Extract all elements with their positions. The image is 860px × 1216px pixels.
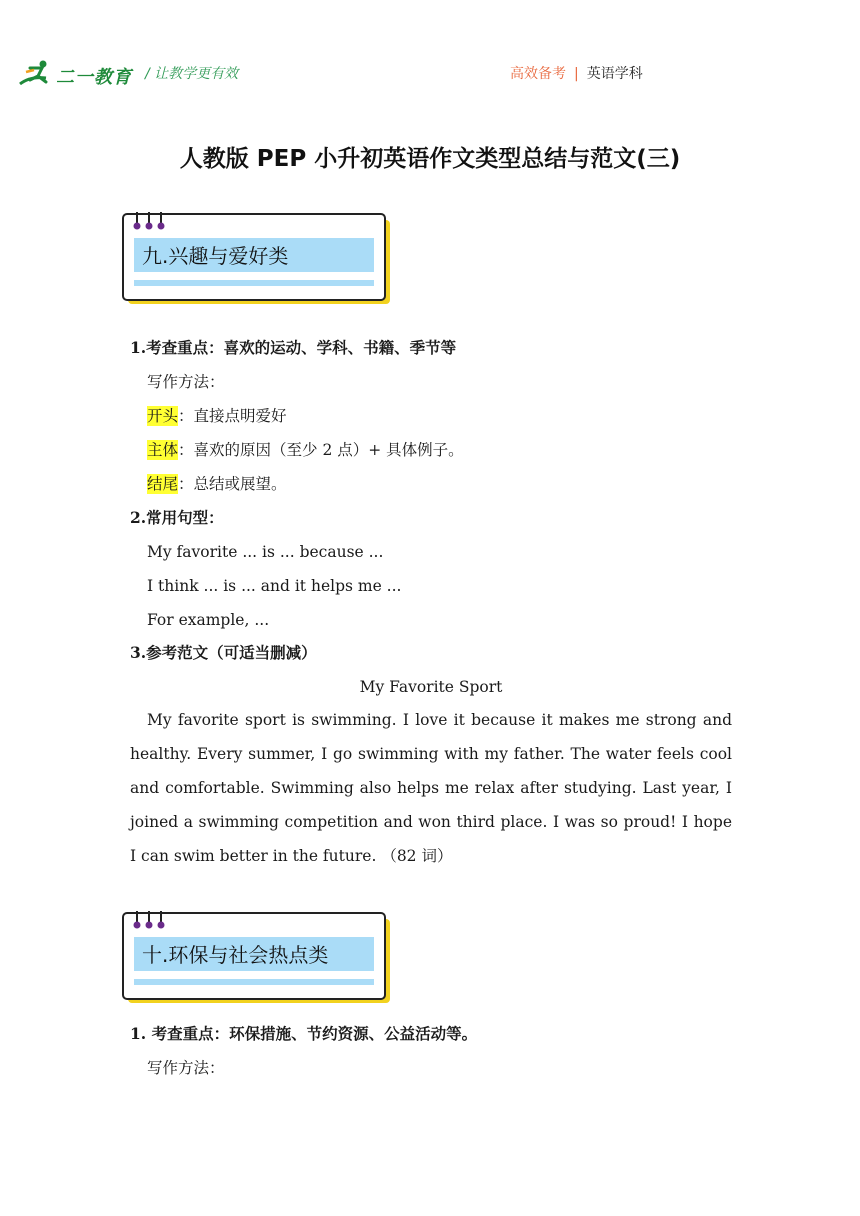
- section-heading-box: [120, 210, 395, 306]
- slogan: / 让教学更有效: [145, 66, 239, 82]
- header-label-exam: 高效备考: [510, 66, 566, 82]
- method-ending: [147, 474, 287, 494]
- sample-heading: 3.参考范文（可适当删减）: [130, 643, 317, 662]
- section-heading: 十.环保与社会热点类: [142, 943, 329, 967]
- page-header: [0, 0, 860, 110]
- pattern-item: I think ... is ... and it helps me ...: [147, 577, 402, 595]
- section-heading-box: [120, 909, 395, 1005]
- ending-tag: 结尾: [147, 475, 179, 493]
- method-label: 写作方法：: [147, 1059, 225, 1077]
- opening-text: ：直接点明爱好: [178, 407, 287, 425]
- method-label: 写作方法：: [147, 373, 225, 391]
- pattern-item: My favorite ... is ... because ...: [147, 543, 384, 561]
- header-label-subject: 英语学科: [586, 66, 643, 82]
- logo-text: 二一教育: [56, 67, 132, 88]
- word-count: （82 词）: [381, 847, 453, 865]
- body-text: ：喜欢的原因（至少 2 点）+ 具体例子。: [178, 441, 464, 459]
- section-heading: 九.兴趣与爱好类: [142, 244, 289, 268]
- sample-paragraph: [130, 703, 732, 873]
- opening-tag: 开头: [147, 407, 179, 425]
- patterns-heading: 2.常用句型：: [130, 508, 224, 527]
- pattern-item: For example, ...: [147, 611, 270, 629]
- method-body: [147, 440, 464, 460]
- header-separator: |: [574, 66, 579, 82]
- method-opening: [147, 406, 287, 426]
- sample-title: My Favorite Sport: [359, 678, 503, 696]
- focus-heading: 1.考查重点：喜欢的运动、学科、书籍、季节等: [130, 338, 457, 357]
- body-tag: 主体: [147, 441, 179, 459]
- header-subject: [510, 63, 643, 83]
- ending-text: ：总结或展望。: [178, 475, 287, 493]
- focus-heading: 1. 考查重点：环保措施、节约资源、公益活动等。: [130, 1024, 478, 1043]
- sample-text: My favorite sport is swimming. I love it because it makes me strong and healthy. Every summer, I go swimming with my father. The water feels cool and comfortable. Swimming also helps me relax after studying. Last year, I joined a swimming competition and won third place. I was so proud! I hope I can swim better in the future.: [130, 711, 732, 865]
- page-title: 人教版 PEP 小升初英语作文类型总结与范文(三): [179, 146, 681, 172]
